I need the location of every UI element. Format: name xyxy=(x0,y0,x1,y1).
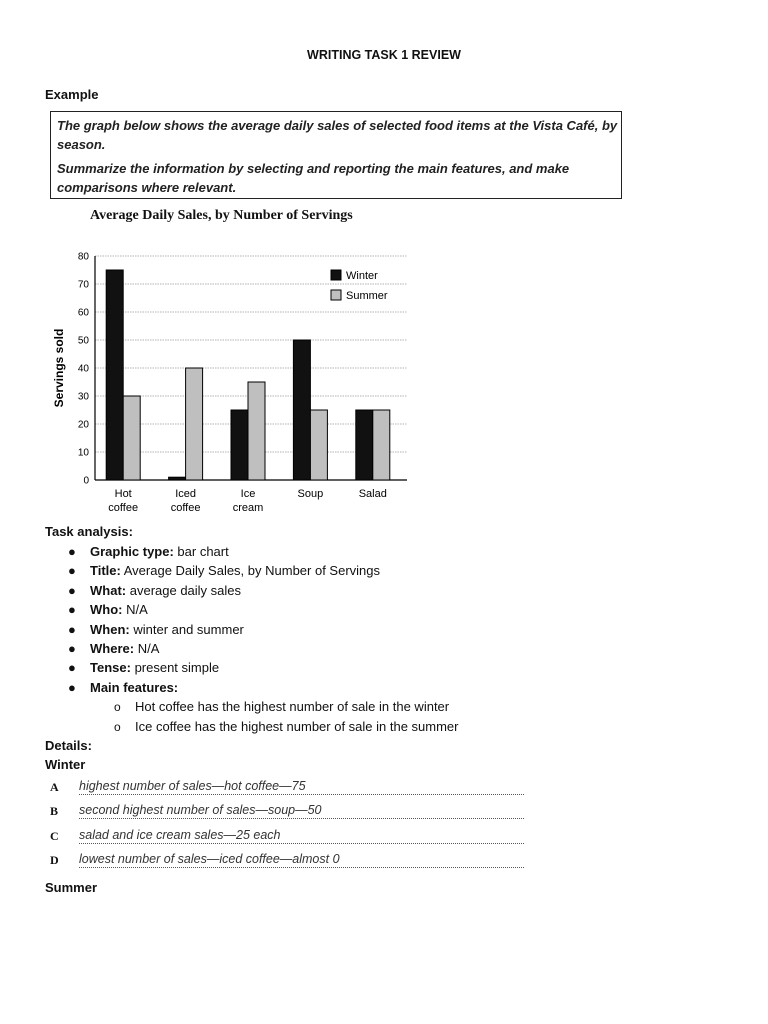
bar-winter xyxy=(231,410,248,480)
task-analysis-label: Task analysis: xyxy=(45,524,133,539)
bullet-icon: ● xyxy=(68,679,76,695)
bullet-icon: ● xyxy=(68,621,76,637)
task-prompt-box xyxy=(50,111,622,199)
bullet-icon: ● xyxy=(68,544,76,559)
detail-text: salad and ice cream sales—25 each xyxy=(79,827,524,844)
summer-label: Summer xyxy=(45,880,98,895)
detail-letter: B xyxy=(50,804,59,818)
y-axis-label: Servings sold xyxy=(52,328,66,408)
analysis-label: Who: xyxy=(90,602,123,618)
analysis-label: What: xyxy=(90,582,127,598)
bar-summer xyxy=(123,396,140,480)
details-label: Details: xyxy=(45,738,92,753)
x-tick-label: Iced xyxy=(175,488,196,500)
main-feature-text: Hot coffee has the highest number of sale in the winter xyxy=(135,699,450,714)
analysis-label: Tense: xyxy=(90,660,131,676)
analysis-item xyxy=(45,678,380,697)
bullet-icon: ● xyxy=(68,563,76,579)
page-title: WRITING TASK 1 REVIEW xyxy=(307,48,461,62)
analysis-label: When: xyxy=(90,621,130,637)
analysis-value: present simple xyxy=(134,660,220,676)
detail-letter: D xyxy=(50,853,59,867)
analysis-value: bar chart xyxy=(177,544,229,559)
x-tick-label: Soup xyxy=(297,488,324,500)
main-feature-item xyxy=(45,697,459,717)
bullet-icon: ● xyxy=(68,640,76,656)
x-tick-label: Ice xyxy=(240,488,256,500)
analysis-item xyxy=(45,542,380,561)
winter-label: Winter xyxy=(45,757,86,772)
bar-winter xyxy=(106,270,123,480)
x-tick-label: coffee xyxy=(170,502,201,514)
x-tick-label: coffee xyxy=(108,502,139,514)
detail-text: second highest number of sales—soup—50 xyxy=(79,802,524,819)
analysis-item xyxy=(45,600,380,619)
task-analysis-list xyxy=(45,542,380,697)
x-tick-label: Hot xyxy=(114,488,132,500)
legend-label: Winter xyxy=(346,270,378,282)
analysis-item xyxy=(45,561,380,580)
analysis-value: average daily sales xyxy=(129,582,242,598)
y-tick-label: 0 xyxy=(83,475,89,487)
circle-bullet-icon: o xyxy=(114,700,121,714)
y-tick-label: 30 xyxy=(77,391,89,403)
legend-swatch xyxy=(331,290,341,300)
analysis-label: Title: xyxy=(90,563,121,579)
example-label: Example xyxy=(45,87,99,102)
analysis-label: Graphic type: xyxy=(90,544,174,559)
detail-letter: A xyxy=(50,780,59,794)
legend-label: Summer xyxy=(346,290,388,302)
y-tick-label: 10 xyxy=(77,447,89,459)
y-tick-label: 80 xyxy=(77,251,89,263)
main-features-list xyxy=(45,697,459,737)
analysis-item xyxy=(45,620,380,639)
bullet-icon: ● xyxy=(68,582,76,598)
detail-text: highest number of sales—hot coffee—75 xyxy=(79,778,524,795)
main-feature-text: Ice coffee has the highest number of sale in the summer xyxy=(135,719,459,734)
x-tick-label: cream xyxy=(232,502,264,514)
chart-title: Average Daily Sales, by Number of Servings xyxy=(90,208,353,223)
prompt-line-2: Summarize the information by selecting and reporting the main features, and make comparisons where relevant. xyxy=(57,161,570,195)
analysis-item xyxy=(45,639,380,658)
analysis-value: N/A xyxy=(126,602,148,618)
y-tick-label: 50 xyxy=(77,335,89,347)
prompt-line-1: The graph below shows the average daily sales of selected food items at the Vista Café, by season. xyxy=(57,118,618,152)
circle-bullet-icon: o xyxy=(114,720,121,734)
detail-text: lowest number of sales—iced coffee—almost 0 xyxy=(79,851,524,868)
bar-chart xyxy=(45,236,425,521)
analysis-value: N/A xyxy=(137,640,160,656)
bar-summer xyxy=(248,382,265,480)
detail-letter: C xyxy=(50,829,59,843)
y-tick-label: 70 xyxy=(77,279,89,291)
bar-summer xyxy=(310,410,327,480)
analysis-value: Average Daily Sales, by Number of Servings xyxy=(123,563,381,579)
bar-summer xyxy=(186,368,203,480)
bar-winter xyxy=(356,410,373,480)
main-feature-item xyxy=(45,717,459,737)
bullet-icon: ● xyxy=(68,660,76,676)
bar-summer xyxy=(373,410,390,480)
bar-winter xyxy=(293,340,310,480)
analysis-label: Where: xyxy=(90,640,135,656)
x-tick-label: Salad xyxy=(358,488,387,500)
y-tick-label: 60 xyxy=(77,307,89,319)
y-tick-label: 40 xyxy=(77,363,89,375)
bar-winter xyxy=(169,477,186,480)
analysis-label: Main features: xyxy=(90,679,179,695)
analysis-value: winter and summer xyxy=(133,621,244,637)
bullet-icon: ● xyxy=(68,602,76,618)
analysis-item xyxy=(45,658,380,677)
y-tick-label: 20 xyxy=(77,419,89,431)
analysis-item xyxy=(45,581,380,600)
legend-swatch xyxy=(331,270,341,280)
